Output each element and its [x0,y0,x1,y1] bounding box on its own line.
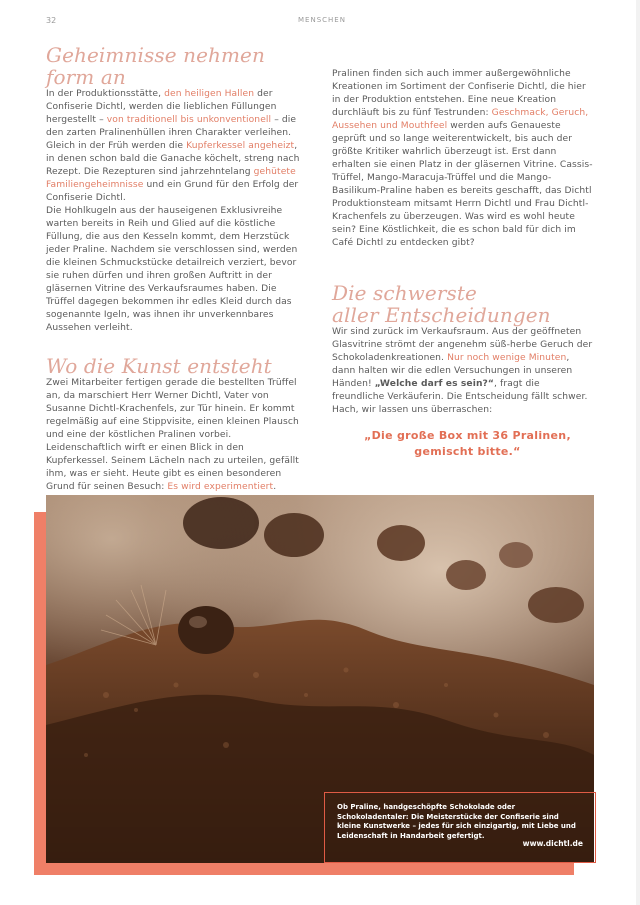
photo-caption [324,792,596,863]
body-text: Zwei Mitarbeiter fertigen gerade die bestellten Trüffel an, da marschiert Herr Werner Dichtl, Vater von Susanne Dichtl-Krachenfels, zur Tür hinein. Er kommt regelmäßig auf eine Stippvisite, einen kleinen Plausch und eine der köstlichen Pralinen vorbei. Leidenschaftlich wirft er einen Blick in den Kupferkessel. Seinem Lächeln nach zu urteilen, gefällt ihm, was er sieht. Heute gibt es einen besonderen Grund für seinen Besuch: [46,378,299,492]
highlighted-text: gehütete Familiengeheimnisse [46,167,296,190]
body-text: , in denen schon bald die Ganache köchelt, streng nach Rezept. Die Rezepturen sind jahrzehntelang [46,141,300,177]
body-text: Pralinen finden sich auch immer außergewöhnliche Kreationen im Sortiment der Confiserie Dichtl, die hier in der Produktion entstehen. Eine neue Kreation durchläuft bis zu fünf Testrunden: [332,69,586,118]
body-text: . [273,482,277,492]
right-paragraph-2 [332,326,594,417]
heading-schwerste-line1: Die schwerste [332,281,477,305]
section-label: MENSCHEN [298,16,346,24]
body-text: , fragt die freundliche Verkäuferin. Die Entscheidung fällt schwer. Hach, wir lassen uns überraschen: [332,379,588,415]
highlighted-text: Kupferkessel angeheizt [186,141,295,151]
body-text: der Confiserie Dichtl, werden die lieblichen Füllungen hergestellt – [46,89,277,125]
heading-geheimnisse: Geheimnisse nehmen form an [46,43,265,89]
body-text: – die den zarten Pralinenhüllen ihren Charakter verleihen. Gleich in der Früh werden die [46,115,297,151]
body-text: , dann halten wir die edlen Versuchungen in unseren Händen! [332,353,573,389]
body-text: In der Produktionsstätte, [46,89,165,99]
left-paragraph-2: Die Hohlkugeln aus der hauseigenen Exklusivreihe warten bereits in Reih und Glied auf die köstliche Füllung, die aus den Kesseln kommt, dem Herzstück jeder Praline. Nachdem sie verschlossen sind, werden die kleinen Schmuckstücke detailreich verziert, bevor sie ruhen dürfen und ihren großen Auftritt in der gläsernen Vitrine des Verkaufsraumes haben. Die Trüffel dagegen bekommen ihr edles Kleid durch das sogenannte Igeln, was ihnen ihr unverkennbares Aussehen verleiht. [46,206,298,333]
caption-text: Ob Praline, handgeschöpfte Schokolade oder Schokoladentaler: Die Meisterstücke der Confiserie sind kleine Kunstwerke – jedes für sich einzigartig, mit Liebe und Leidenschaft in Handarbeit gefertigt. [337,803,576,840]
left-paragraph-3 [46,377,308,507]
pull-quote: „Die große Box mit 36 Pralinen, gemischt bitte.“ [364,429,571,458]
highlighted-text: Nur noch wenige Minuten [447,353,567,363]
highlighted-text: Geschmack, Geruch, Aussehen und Mouthfeel [332,108,589,131]
page-edge-shadow [636,0,640,905]
highlighted-text: Es wird experimentiert [167,482,274,492]
heading-schwerste [332,282,594,326]
body-text: Wir sind zurück im Verkaufsraum. Aus der geöffneten Glasvitrine strömt der angenehm süß-herbe Geruch der Schokoladenkreationen. [332,327,593,363]
left-paragraph-1 [46,88,308,205]
body-text: werden aufs Genaueste geprüft und so lange weiterentwickelt, bis auch der größte Kritiker wahrlich überzeugt ist. Erst dann erhalten sie einen Platz in der gläsernen Vitrine. Cassis-Trüffel, Mango-Maracuja-Trüffel und die Mango-Basilikum-Praline haben es bereits geschafft, das Dichtl Produktionsteam mitsamt Herrn Dichtl und Frau Dichtl-Krachenfels zu überzeugen. Was wird es wohl heute sein? Eine Köstlichkeit, die es schon bald für dich im Café Dichtl zu entdecken gibt? [332,121,593,248]
bold-text: „Welche darf es sein?“ [374,379,495,389]
caption-url[interactable]: www.dichtl.de [522,838,583,848]
page-number: 32 [46,16,57,25]
heading-schwerste-line2: aller Entscheidungen [332,303,551,327]
right-column [332,68,594,417]
body-text: und ein Grund für den Erfolg der Confiserie Dichtl. [46,180,299,203]
highlighted-text: den heiligen Hallen [164,89,255,99]
right-paragraph-1 [332,68,594,250]
heading-kunst: Wo die Kunst entsteht [46,354,272,378]
left-column [46,44,308,507]
highlighted-text: von traditionell bis unkonventionell [106,115,272,125]
